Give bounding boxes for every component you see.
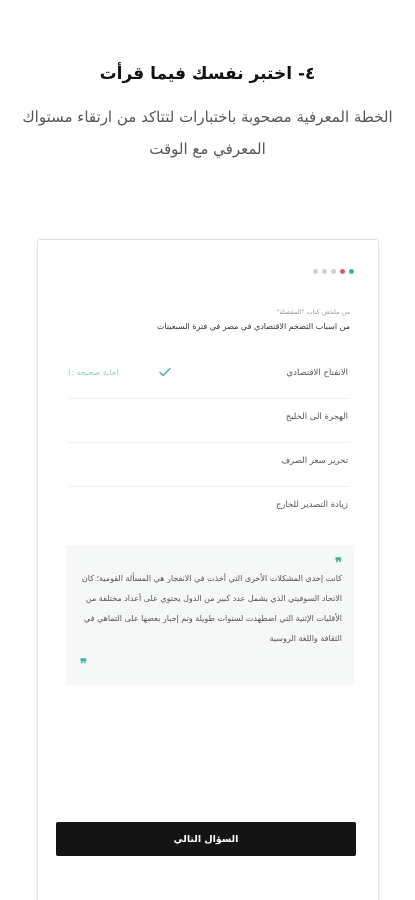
progress-dot-active xyxy=(349,269,354,274)
book-quote xyxy=(66,545,354,685)
progress-dots xyxy=(313,269,354,274)
question-text: من اسباب التضخم الاقتصادي في مصر في فترة السبعينات xyxy=(156,322,350,331)
correct-answer-feedback: اجابة صحيحة :) xyxy=(68,367,119,377)
quote-icon: ❞ xyxy=(80,657,87,672)
answer-option-1[interactable] xyxy=(68,355,350,399)
answer-option-label: الانفتاح الاقتصادي xyxy=(286,368,348,378)
book-source-label: من ملخص كتاب "المفصلة" xyxy=(276,308,350,316)
answer-option-4[interactable] xyxy=(68,487,350,530)
progress-dot xyxy=(331,269,336,274)
next-question-button[interactable]: السؤال التالي xyxy=(56,822,356,856)
progress-dot xyxy=(313,269,318,274)
phone-mockup xyxy=(37,239,379,900)
quote-icon: ❞ xyxy=(335,556,342,571)
answer-option-label: زيادة التصدير للخارج xyxy=(275,500,348,510)
answer-option-label: تحرير سعر الصرف xyxy=(281,456,348,466)
answer-option-3[interactable] xyxy=(68,443,350,487)
answer-feedback xyxy=(68,367,171,377)
quote-text: كانت إحدى المشكلات الأخرى التي أخذت في الانفجار هي المسألة القومية؛ كان الاتحاد السوفيتي الذي يشمل عدد كبير من الدول يحتوي على أعداد مختلفة من الأقليات الإثنية التي اضطهدت لسنوات طويلة وتم إجبار بعضها على التماهي في الثقافة واللغة الروسية xyxy=(81,574,342,643)
section-subtitle: الخطة المعرفية مصحوبة باختبارات لتتاكد من ارتقاء مستواك المعرفي مع الوقت xyxy=(22,108,393,158)
check-icon xyxy=(159,367,171,377)
progress-dot-current xyxy=(340,269,345,274)
answer-option-2[interactable] xyxy=(68,399,350,443)
progress-dot xyxy=(322,269,327,274)
answer-options xyxy=(68,355,350,530)
section-title: ٤- اختبر نفسك فيما قرأت xyxy=(99,64,316,84)
answer-option-label: الهجرة الى الخليج xyxy=(285,412,348,422)
